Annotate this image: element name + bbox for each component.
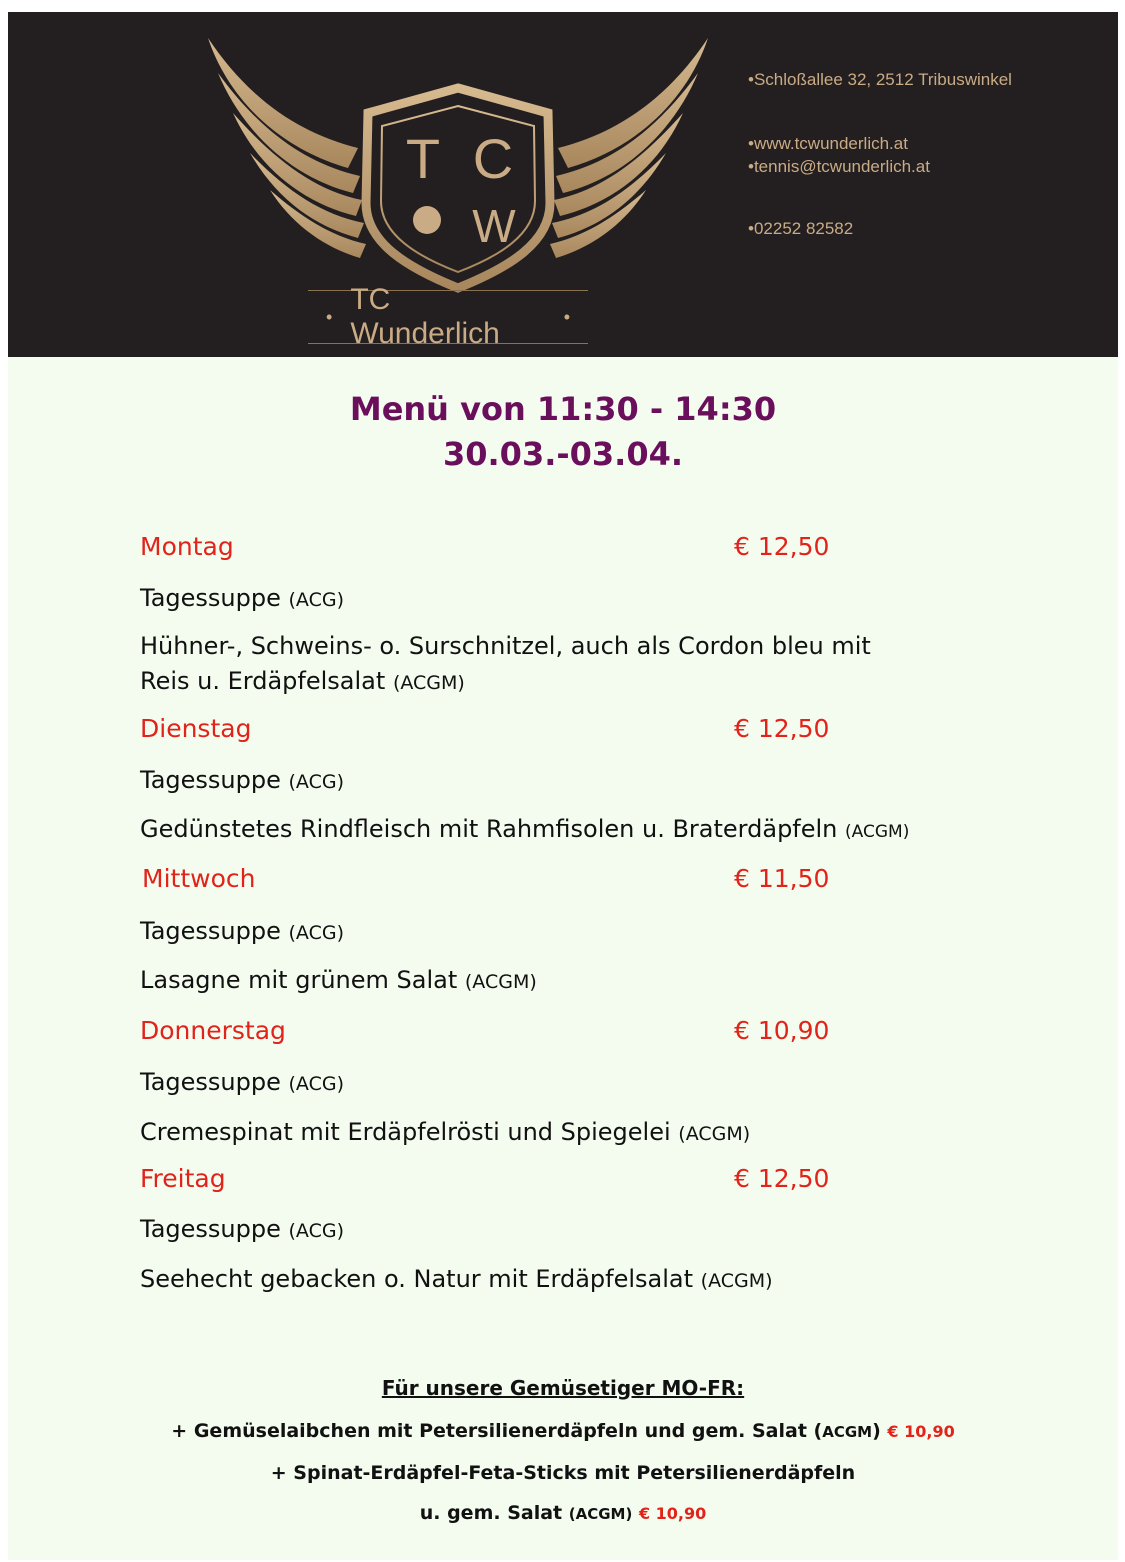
- main-donnerstag: Cremespinat mit Erdäpfelrösti und Spiegelei (ACGM): [140, 1118, 751, 1146]
- brand-label: TC Wunderlich: [350, 283, 500, 350]
- vegetarian-item-1: + Gemüselaibchen mit Petersilienerdäpfeln und gem. Salat (ACGM) € 10,90: [171, 1420, 955, 1442]
- main-freitag: Seehecht gebacken o. Natur mit Erdäpfelsalat (ACGM): [140, 1265, 773, 1293]
- header-banner: [8, 12, 1118, 357]
- svg-text:T: T: [405, 127, 441, 190]
- left-wing-icon: [208, 38, 366, 258]
- soup-mittwoch: Tagessuppe (ACG): [140, 917, 344, 945]
- day-label-dienstag: Dienstag: [140, 714, 252, 743]
- day-label-mittwoch: Mittwoch: [142, 864, 256, 893]
- main-montag: Hühner-, Schweins- o. Surschnitzel, auch als Cordon bleu mit Reis u. Erdäpfelsalat (ACGM): [140, 632, 871, 695]
- brand-name: [308, 283, 588, 350]
- phone-number: •02252 82582: [748, 219, 854, 238]
- menu-title: Menü von 11:30 - 14:30: [349, 390, 777, 428]
- main-mittwoch: Lasagne mit grünem Salat (ACGM): [140, 966, 537, 994]
- price-freitag: € 12,50: [734, 1164, 830, 1193]
- soup-dienstag: Tagessuppe (ACG): [140, 766, 344, 794]
- day-label-freitag: Freitag: [140, 1164, 226, 1193]
- soup-donnerstag: Tagessuppe (ACG): [140, 1068, 344, 1096]
- price-mittwoch: € 11,50: [734, 864, 830, 893]
- bullet-icon: •: [326, 306, 333, 327]
- soup-freitag: Tagessuppe (ACG): [140, 1215, 344, 1243]
- price-montag: € 12,50: [734, 532, 830, 561]
- menu-page: [8, 12, 1118, 1560]
- bullet-icon: •: [563, 306, 570, 327]
- email-link[interactable]: •tennis@tcwunderlich.at: [748, 157, 930, 176]
- soup-montag: Tagessuppe (ACG): [140, 584, 344, 612]
- price-donnerstag: € 10,90: [734, 1016, 830, 1045]
- day-label-donnerstag: Donnerstag: [140, 1016, 286, 1045]
- shield-icon: [366, 88, 550, 288]
- address: •Schloßallee 32, 2512 Tribuswinkel: [748, 70, 1012, 89]
- svg-text:W: W: [472, 200, 516, 252]
- day-label-montag: Montag: [140, 532, 234, 561]
- vegetarian-item-2-line-2: u. gem. Salat (ACGM) € 10,90: [419, 1502, 707, 1524]
- vegetarian-item-2-line-1: + Spinat-Erdäpfel-Feta-Sticks mit Petersilienerdäpfeln: [270, 1462, 856, 1484]
- tennis-ball-icon: [413, 206, 441, 234]
- menu-date-range: 30.03.-03.04.: [442, 435, 684, 473]
- svg-text:C: C: [472, 127, 514, 190]
- price-dienstag: € 12,50: [734, 714, 830, 743]
- vegetarian-heading: Für unsere Gemüsetiger MO-FR:: [381, 1376, 745, 1400]
- website-link[interactable]: •www.tcwunderlich.at: [748, 134, 908, 153]
- right-wing-icon: [550, 38, 708, 258]
- main-dienstag: Gedünstetes Rindfleisch mit Rahmfisolen u. Braterdäpfeln (ACGM): [140, 815, 910, 843]
